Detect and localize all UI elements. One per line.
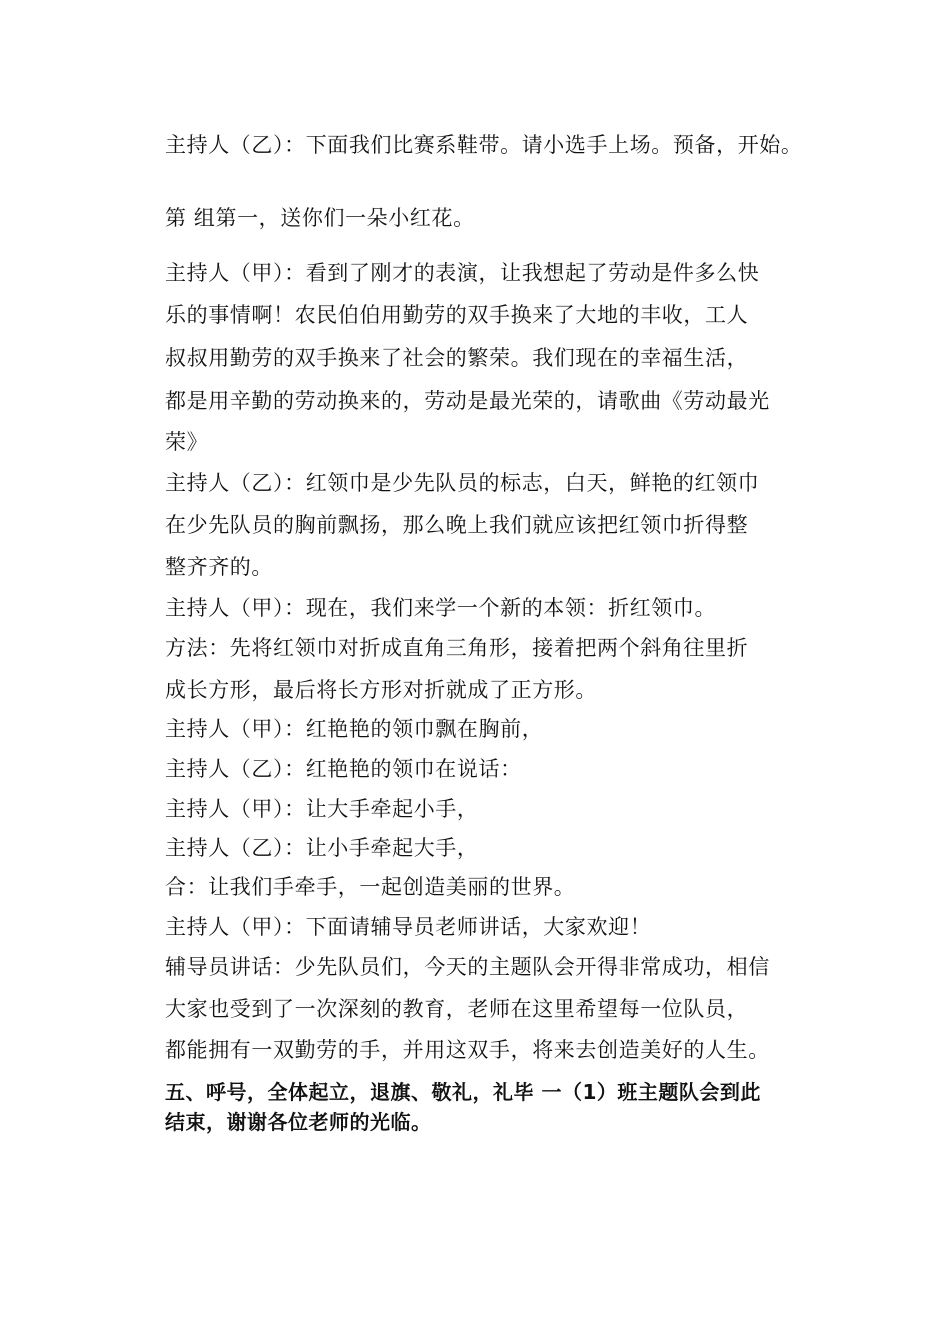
paragraph-line: 成长方形，最后将长方形对折就成了正方形。 xyxy=(165,678,597,702)
paragraph-line: 方法：先将红领巾对折成直角三角形，接着把两个斜角往里折 xyxy=(165,636,749,660)
paragraph-line: 叔叔用勤劳的双手换来了社会的繁荣。我们现在的幸福生活， xyxy=(165,346,749,370)
paragraph-line: 主持人（甲）：现在，我们来学一个新的本领：折红领巾。 xyxy=(165,596,717,620)
paragraph-line: 主持人（乙）：让小手牵起大手， xyxy=(165,836,479,860)
paragraph-line: 主持人（甲）：下面请辅导员老师讲话，大家欢迎！ xyxy=(165,915,652,939)
paragraph-line: 在少先队员的胸前飘扬，那么晚上我们就应该把红领巾折得整 xyxy=(165,513,749,537)
paragraph-line: 主持人（甲）：红艳艳的领巾飘在胸前， xyxy=(165,717,544,741)
paragraph-line: 主持人（甲）：看到了刚才的表演，让我想起了劳动是件多么快 xyxy=(165,261,760,285)
paragraph-line: 第 组第一，送你们一朵小红花。 xyxy=(165,206,475,230)
paragraph-line: 大家也受到了一次深刻的教育，老师在这里希望每一位队员， xyxy=(165,997,749,1021)
closing-line: 结束，谢谢各位老师的光临。 xyxy=(165,1110,432,1134)
paragraph-line: 整齐齐的。 xyxy=(165,555,273,579)
paragraph-line: 都是用辛勤的劳动换来的，劳动是最光荣的，请歌曲《劳动最光 xyxy=(165,389,770,413)
paragraph-line: 主持人（甲）：让大手牵起小手， xyxy=(165,797,479,821)
paragraph-line: 乐的事情啊！农民伯伯用勤劳的双手换来了大地的丰收，工人 xyxy=(165,303,749,327)
closing-line: 五、呼号，全体起立，退旗、敬礼，礼毕 一（1）班主题队会到此 xyxy=(165,1080,761,1104)
paragraph-line: 都能拥有一双勤劳的手，并用这双手，将来去创造美好的人生。 xyxy=(165,1038,770,1062)
paragraph-line: 主持人（乙）：红领巾是少先队员的标志，白天，鲜艳的红领巾 xyxy=(165,471,760,495)
paragraph-line: 辅导员讲话：少先队员们，今天的主题队会开得非常成功，相信 xyxy=(165,955,770,979)
paragraph-line: 主持人（乙）：下面我们比赛系鞋带。请小选手上场。预备，开始。 xyxy=(165,133,803,157)
paragraph-line: 合：让我们手牵手，一起创造美丽的世界。 xyxy=(165,875,576,899)
paragraph-line: 荣》 xyxy=(165,430,209,454)
paragraph-line: 主持人（乙）：红艳艳的领巾在说话： xyxy=(165,757,522,781)
